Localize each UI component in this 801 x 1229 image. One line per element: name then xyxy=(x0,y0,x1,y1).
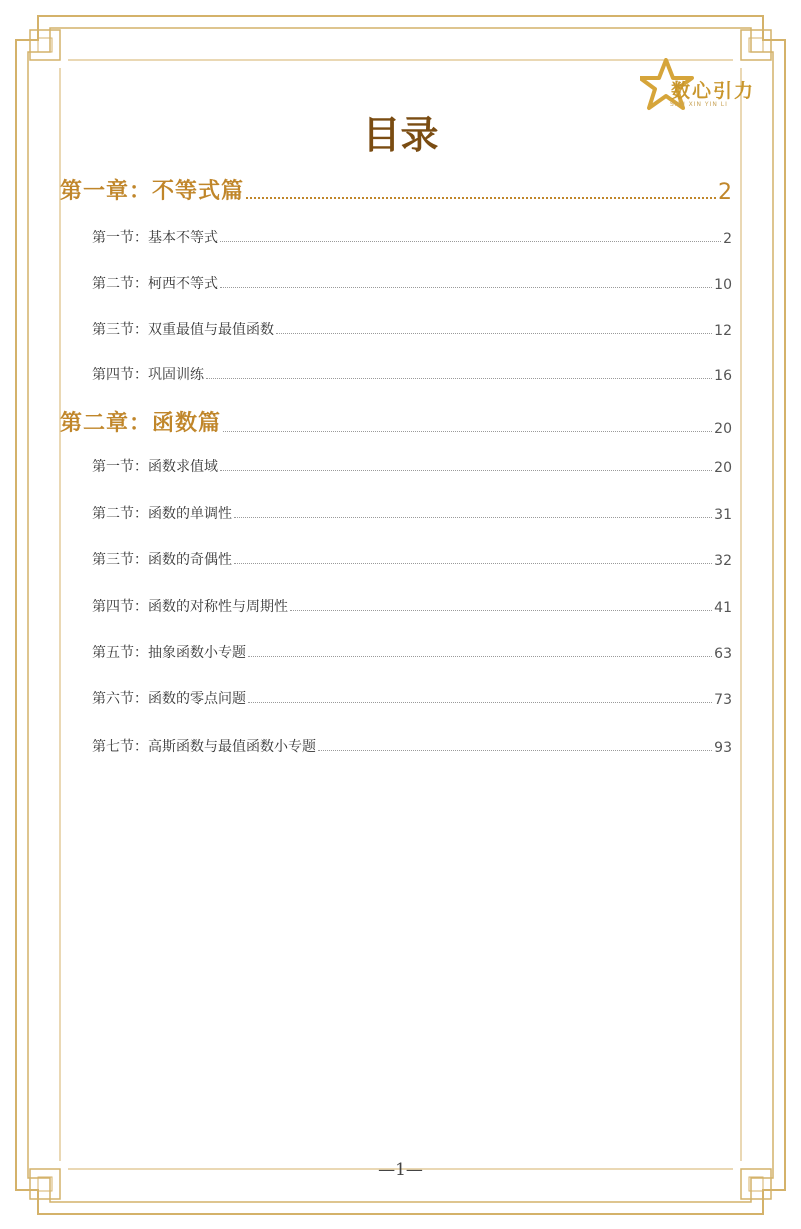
section-title: 第五节：抽象函数小专题 xyxy=(92,645,246,661)
section-title: 第一节：函数求值域 xyxy=(92,459,218,475)
section-title: 第四节：函数的对称性与周期性 xyxy=(92,599,288,615)
chapter-page: 20 xyxy=(714,421,732,437)
section-title: 第一节：基本不等式 xyxy=(92,230,218,246)
leader-dots xyxy=(220,286,712,288)
page-number: —1— xyxy=(378,1160,423,1180)
chapter-entry[interactable] xyxy=(60,406,732,437)
section-title: 第七节：高斯函数与最值函数小专题 xyxy=(92,739,316,755)
section-entry[interactable] xyxy=(92,688,732,708)
section-page: 20 xyxy=(714,460,732,476)
section-title: 第六节：函数的零点问题 xyxy=(92,691,246,707)
section-title: 第二节：柯西不等式 xyxy=(92,276,218,292)
chapter-page: 2 xyxy=(718,180,732,205)
section-title: 第二节：函数的单调性 xyxy=(92,506,232,522)
chapter-entry[interactable] xyxy=(60,174,732,205)
section-page: 16 xyxy=(714,368,732,384)
section-entry[interactable] xyxy=(92,364,732,384)
leader-dots xyxy=(223,430,712,432)
section-page: 2 xyxy=(723,231,732,247)
section-entry[interactable] xyxy=(92,596,732,616)
section-entry[interactable] xyxy=(92,549,732,569)
section-page: 73 xyxy=(714,692,732,708)
logo-subtitle: SHU XIN YIN LI xyxy=(670,101,728,108)
leader-dots xyxy=(206,377,712,379)
section-page: 93 xyxy=(714,740,732,756)
section-entry[interactable] xyxy=(92,319,732,339)
section-title: 第三节：双重最值与最值函数 xyxy=(92,322,274,338)
leader-dots xyxy=(290,609,712,611)
section-entry[interactable] xyxy=(92,227,732,247)
leader-dots xyxy=(248,655,712,657)
leader-dots xyxy=(234,516,712,518)
section-title: 第三节：函数的奇偶性 xyxy=(92,552,232,568)
chapter-title: 第一章：不等式篇 xyxy=(60,179,245,204)
leader-dots xyxy=(234,562,712,564)
section-page: 10 xyxy=(714,277,732,293)
section-page: 31 xyxy=(714,507,732,523)
leader-dots xyxy=(276,332,712,334)
leader-dots xyxy=(220,469,712,471)
section-entry[interactable] xyxy=(92,736,732,756)
leader-dots xyxy=(220,240,721,242)
page-title: 目录 xyxy=(362,112,439,157)
chapter-title: 第二章：函数篇 xyxy=(60,411,222,436)
section-page: 63 xyxy=(714,646,732,662)
logo-text: 数心引力 xyxy=(671,80,756,102)
section-entry[interactable] xyxy=(92,642,732,662)
section-title: 第四节：巩固训练 xyxy=(92,367,204,383)
section-entry[interactable] xyxy=(92,456,732,476)
section-entry[interactable] xyxy=(92,273,732,293)
section-page: 41 xyxy=(714,600,732,616)
section-page: 32 xyxy=(714,553,732,569)
section-page: 12 xyxy=(714,323,732,339)
section-entry[interactable] xyxy=(92,503,732,523)
leader-dots xyxy=(248,701,712,703)
leader-dots xyxy=(246,196,716,199)
leader-dots xyxy=(318,749,712,751)
